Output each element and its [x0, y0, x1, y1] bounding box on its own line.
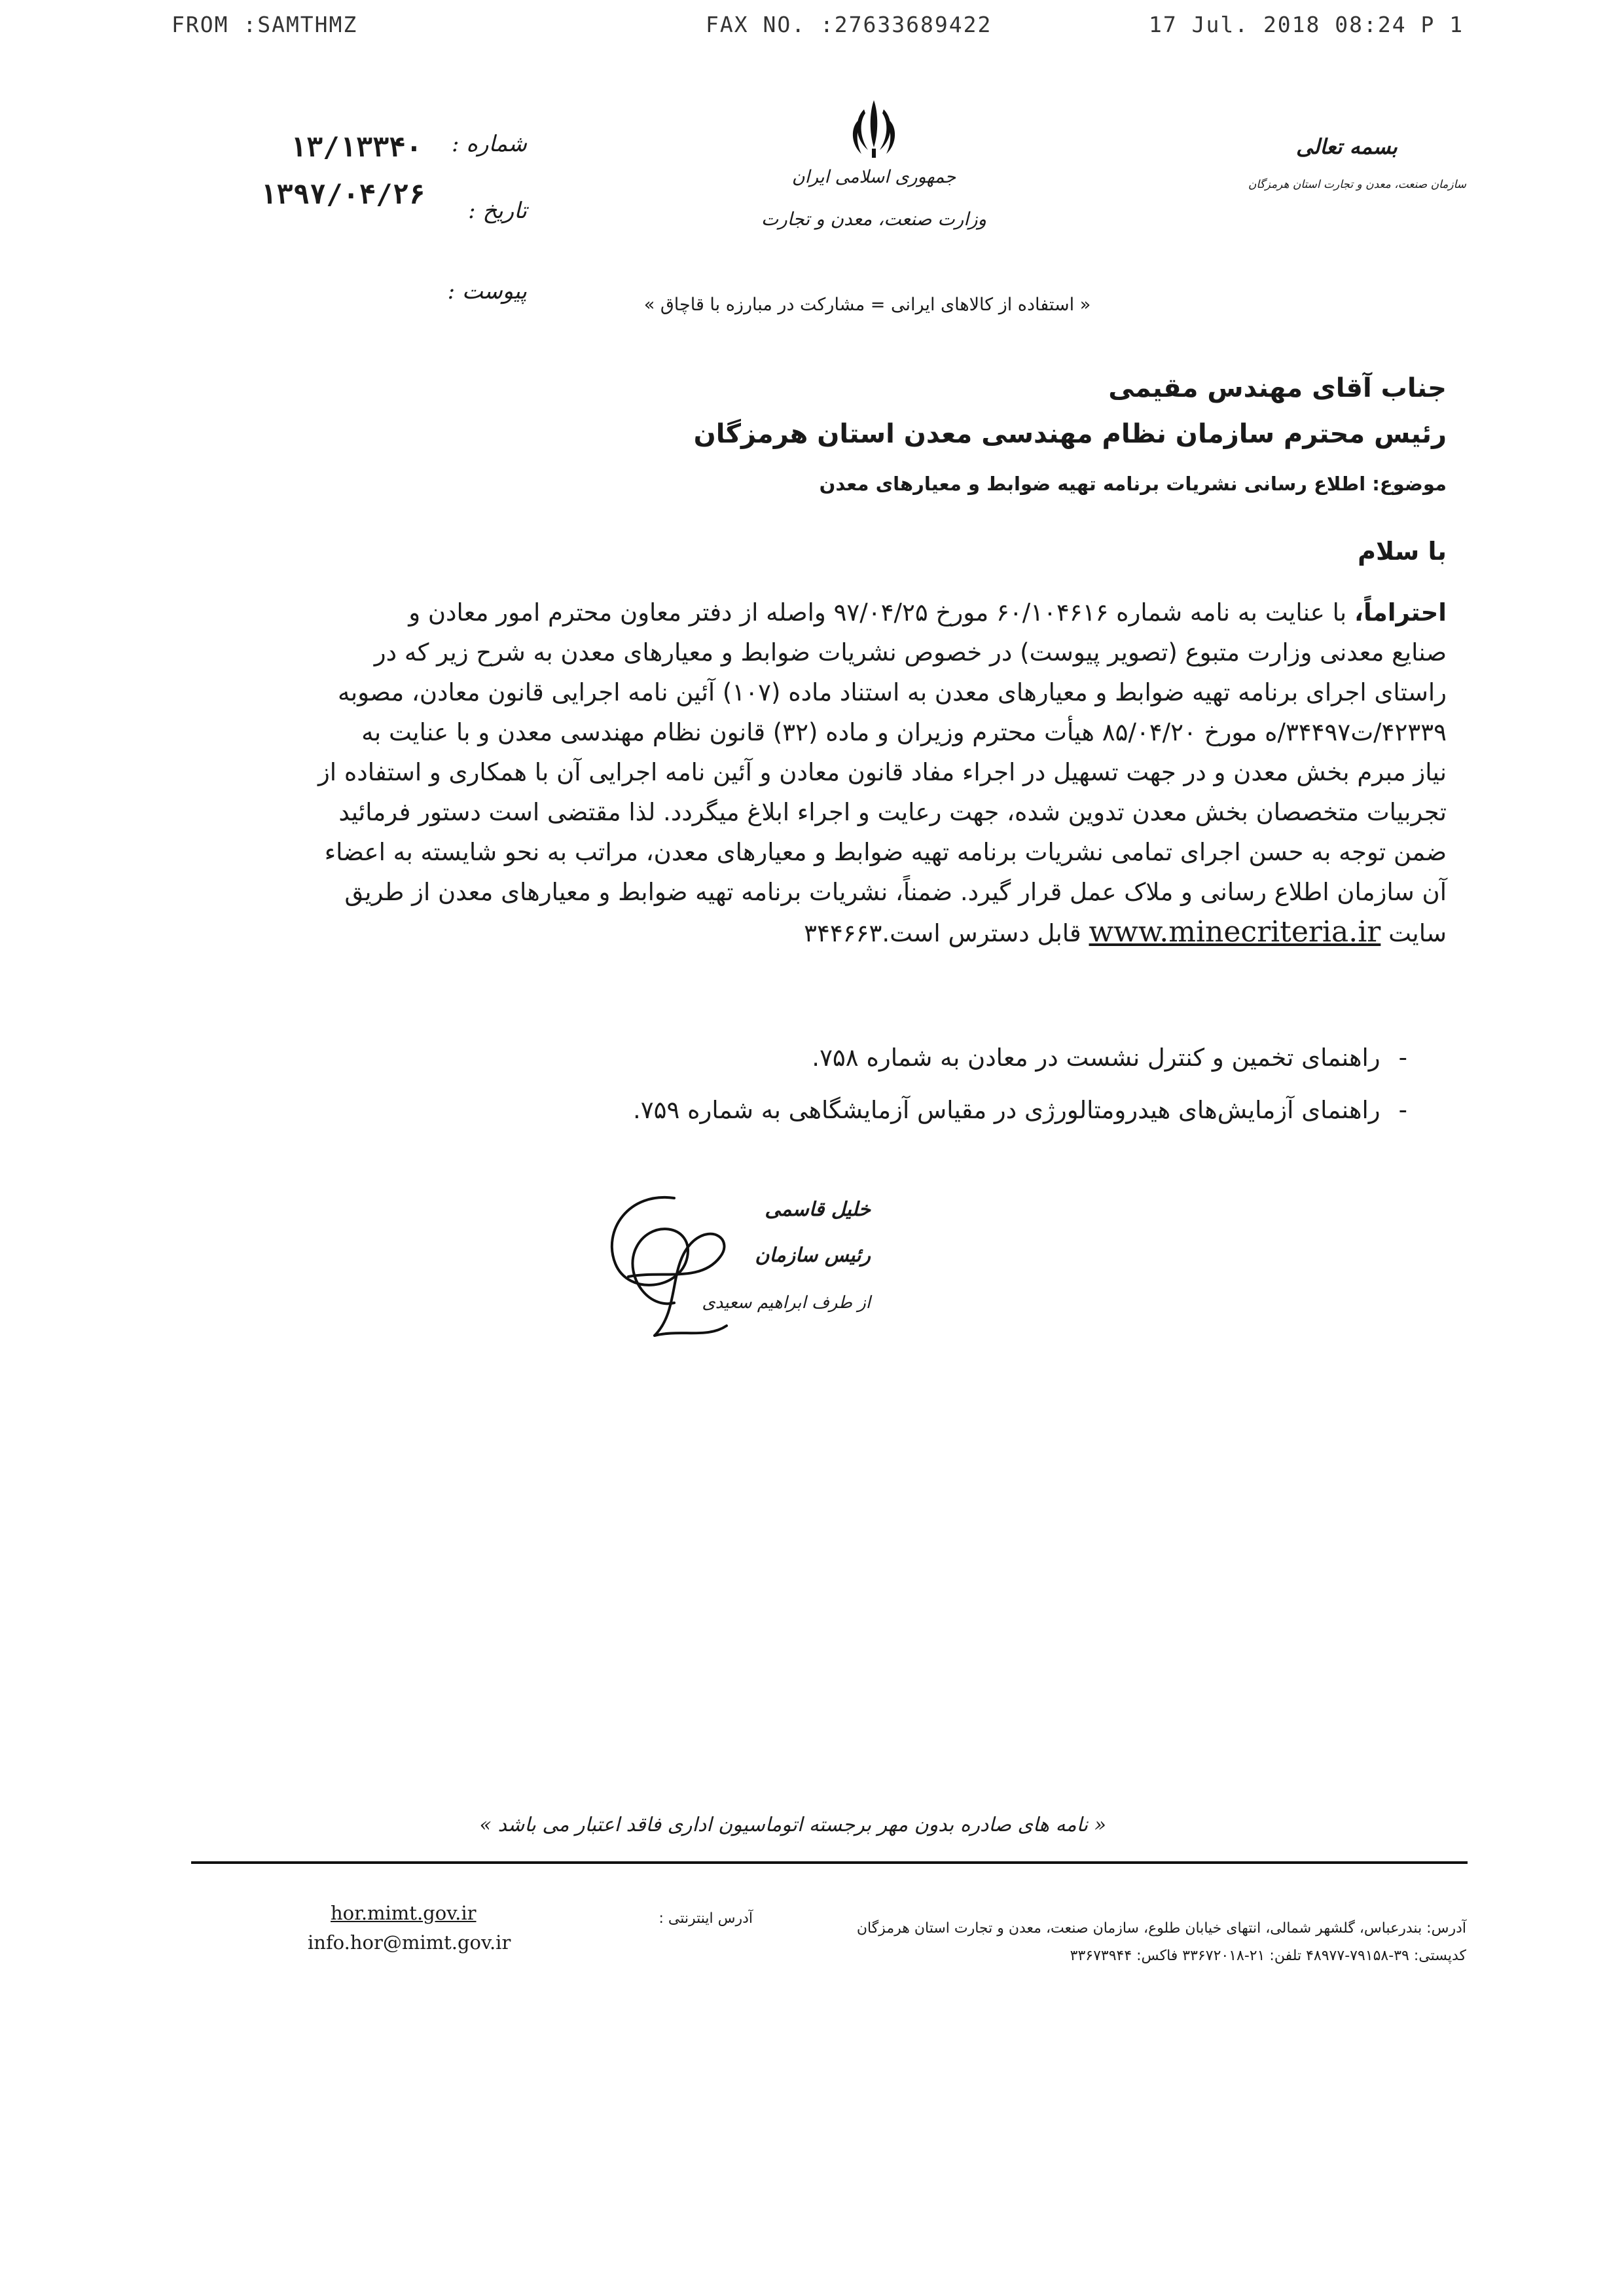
ministry-name: وزارت صنعت، معدن و تجارت	[761, 208, 987, 230]
body-line-1: احتراماً، با عنایت به نامه شماره ۶۰/۱۰۴۶۱۶ مورخ ۹۷/۰۴/۲۵ واصله از دفتر معاون محترم امور معادن و	[408, 598, 1447, 627]
body-line-7: ضمن توجه به حسن اجرای تمامی نشریات برنامه تهیه ضوابط و معیارهای معدن، مراتب به نحو شایسته به اعضاء	[324, 838, 1447, 866]
date-label: تاریخ :	[468, 198, 527, 224]
signature-icon	[589, 1178, 759, 1355]
body-line-2: صنایع معدنی وزارت متبوع (تصویر پیوست) در خصوص نشریات ضوابط و معیارهای معدن به شرح زیر که در	[374, 638, 1447, 666]
body-line-8: آن سازمان اطلاع رسانی و ملاک عمل قرار گیرد. ضمناً، نشریات برنامه تهیه ضوابط و معیارهای معدن از طریق	[344, 878, 1447, 906]
bullet-dash-icon: -	[1398, 1096, 1407, 1124]
footer-address: آدرس: بندرعباس، گلشهر شمالی، انتهای خیابان طلوع، سازمان صنعت، معدن و تجارت استان هرمزگان	[856, 1920, 1466, 1937]
letter-number: ۱۳/۱۳۳۴۰	[289, 131, 422, 163]
website-link[interactable]: www.minecriteria.ir	[1089, 915, 1381, 949]
org-name: سازمان صنعت، معدن و تجارت استان هرمزگان	[1248, 178, 1466, 191]
subject-line: موضوع: اطلاع رسانی نشریات برنامه تهیه ضوابط و معیارهای معدن	[819, 473, 1447, 495]
greeting: با سلام	[1358, 537, 1447, 566]
body-line-3: راستای اجرای برنامه تهیه ضوابط و معیارهای معدن به استناد ماده (۱۰۷) آئین نامه اجرایی قانون معادن، مصوبه	[338, 678, 1447, 706]
bullet-item-2: -راهنمای آزمایش‌های هیدرومتالورژی در مقیاس آزمایشگاهی به شماره ۷۵۹.	[589, 1090, 1407, 1130]
signer-on-behalf: از طرف ابراهیم سعیدی	[702, 1293, 871, 1313]
signer-title: رئیس سازمان	[755, 1244, 871, 1267]
internet-label: آدرس اینترنتی :	[659, 1910, 753, 1927]
footer-site-link[interactable]: hor.mimt.gov.ir	[331, 1902, 477, 1924]
footer-email-link[interactable]: info.hor@mimt.gov.ir	[308, 1931, 511, 1954]
bismillah: بسمه تعالی	[1296, 134, 1398, 159]
signer-name: خلیل قاسمی	[765, 1198, 871, 1221]
fax-number: FAX NO. :27633689422	[706, 12, 992, 37]
recipient-title: رئیس محترم سازمان نظام مهندسی معدن استان هرمزگان	[693, 419, 1447, 449]
bullet-item-1: -راهنمای تخمین و کنترل نشست در معادن به شماره ۷۵۸.	[746, 1038, 1407, 1078]
country-name: جمهوری اسلامی ایران	[791, 167, 956, 187]
recipient-name: جناب آقای مهندس مقیمی	[1108, 373, 1447, 403]
fax-from: FROM :SAMTHMZ	[171, 12, 358, 37]
body-paragraph	[313, 592, 1447, 953]
body-line-4: ۴۲۳۳۹/ت۳۴۴۹۷/ه مورخ ۸۵/۰۴/۲۰ هیأت محترم وزیران و ماده (۳۲) قانون نظام مهندسی معدن و با عنایت به	[361, 718, 1447, 746]
body-line-9: سایت www.minecriteria.ir قابل دسترس است.۳۴۴۶۶۳	[804, 915, 1447, 949]
attachment-label: پیوست :	[447, 278, 527, 304]
letter-date: ۱۳۹۷/۰۴/۲۶	[260, 178, 425, 210]
iran-emblem-icon	[844, 95, 903, 160]
body-opening: احتراماً،	[1354, 598, 1447, 627]
fax-date-time: 17 Jul. 2018 08:24 P 1	[1149, 12, 1464, 37]
footer-divider	[191, 1861, 1468, 1864]
bullet-dash-icon: -	[1398, 1044, 1407, 1072]
number-label: شماره :	[452, 131, 527, 157]
body-line-5: نیاز مبرم بخش معدن و در جهت تسهیل در اجراء مفاد قانون معادن و آئین نامه اجرایی آن با همکاری و استفاده از	[317, 758, 1447, 786]
slogan: « استفاده از کالاهای ایرانی = مشارکت در مبارزه با قاچاق »	[643, 295, 1091, 315]
footer-postal-phone: کدپستی: ۳۹-۷۹۱۵۸-۴۸۹۷۷ تلفن: ۲۱-۳۳۶۷۲۰۱۸ فاکس: ۳۳۶۷۳۹۴۴	[1070, 1948, 1466, 1964]
body-line-6: تجربیات متخصصان بخش معدن تدوین شده، جهت رعایت و اجراء ابلاغ میگردد. لذا مقتضی است دستور فرمائید	[338, 798, 1447, 826]
footer-note: « نامه های صادره بدون مهر برجسته اتوماسیون اداری فاقد اعتبار می باشد »	[479, 1813, 1106, 1836]
